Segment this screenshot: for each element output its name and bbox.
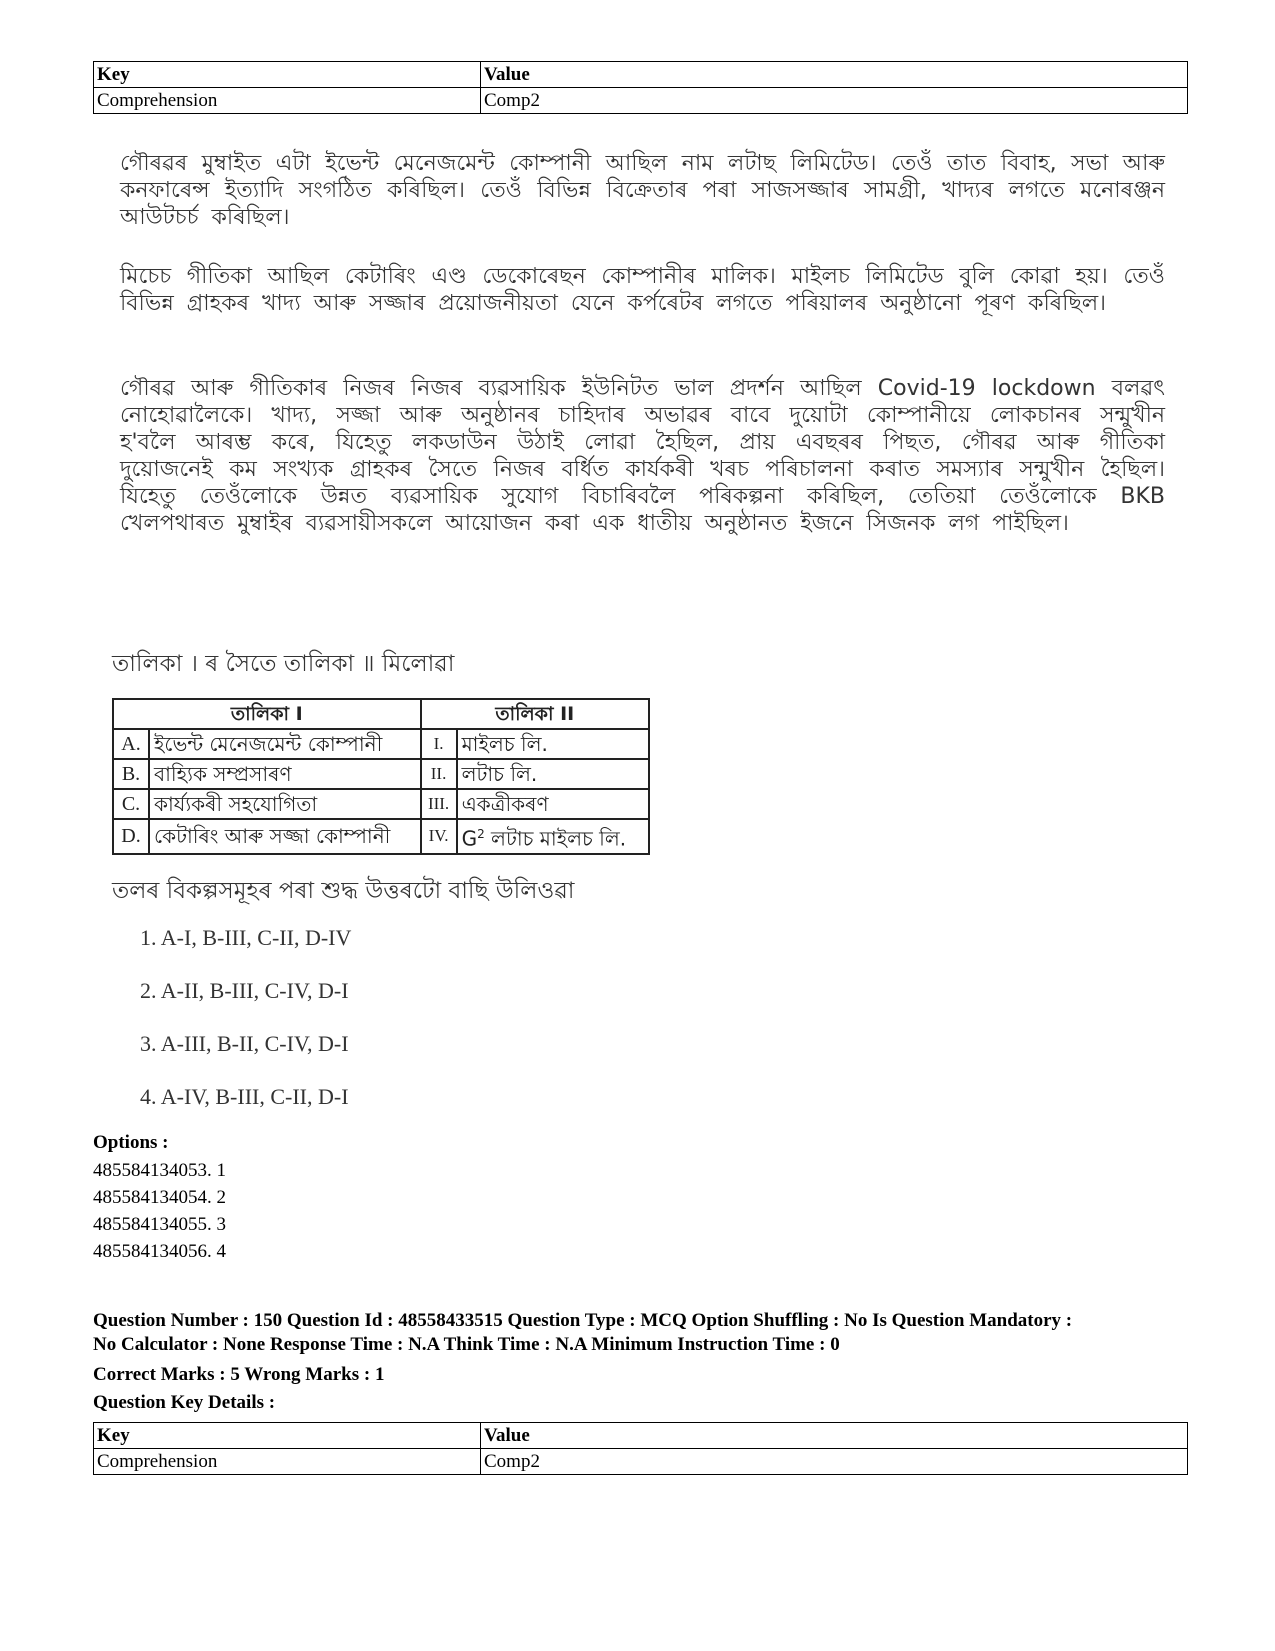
table-row — [94, 1449, 1188, 1475]
row-roman: II. — [421, 759, 457, 789]
row-roman: I. — [421, 729, 457, 759]
table-row — [113, 819, 649, 854]
table-header-row — [94, 62, 1188, 88]
match-superscript: 2 — [477, 827, 485, 841]
table-row — [94, 88, 1188, 114]
list-1-item: বাহ্যিক সম্প্ৰসাৰণ — [149, 759, 421, 789]
value-header: Value — [481, 1423, 1188, 1449]
comprehension-key-table — [93, 61, 1188, 114]
key-cell: Comprehension — [94, 1449, 481, 1475]
key-cell: Comprehension — [94, 88, 481, 114]
row-letter: C. — [113, 789, 149, 819]
option-item: 485584134055. 3 — [93, 1214, 226, 1235]
list-2-header: তালিকা II — [421, 699, 649, 729]
passage-paragraph-1: গৌৰৱৰ মুম্বাইত এটা ইভেন্ট মেনেজমেন্ট কোম্পানী আছিল নাম লটাছ লিমিটেড। তেওঁ তাত বিবাহ, সভা আৰু কনফাৰেন্স ইত্যাদি সংগঠিত কৰিছিল। তেওঁ বিভিন্ন বিক্ৰেতাৰ পৰা সাজসজ্জাৰ সামগ্ৰী, খাদ্যৰ লগতে মনোৰঞ্জন আউটচৰ্চ কৰিছিল। — [120, 151, 1165, 230]
marks-info: Correct Marks : 5 Wrong Marks : 1 — [93, 1364, 385, 1385]
option-item: 485584134053. 1 — [93, 1160, 226, 1181]
value-cell: Comp2 — [481, 1449, 1188, 1475]
key-details-label: Question Key Details : — [93, 1392, 276, 1413]
option-item: 485584134056. 4 — [93, 1241, 226, 1262]
row-roman: III. — [421, 789, 457, 819]
value-cell: Comp2 — [481, 88, 1188, 114]
table-row — [113, 789, 649, 819]
question-key-table — [93, 1422, 1188, 1475]
list-2-item: লটাচ লি. — [457, 759, 649, 789]
list-1-item: কেটাৰিং আৰু সজ্জা কোম্পানী — [149, 819, 421, 854]
table-row — [113, 759, 649, 789]
match-prefix: G — [461, 826, 478, 851]
match-text: লটাচ মাইলচ লি. — [484, 826, 627, 851]
key-header: Key — [94, 1423, 481, 1449]
options-label: Options : — [93, 1132, 169, 1153]
match-instruction: তালিকা । ৰ সৈতে তালিকা ॥ মিলোৱা — [112, 651, 455, 677]
choose-instruction: তলৰ বিকল্পসমূহৰ পৰা শুদ্ধ উত্তৰটো বাছি উলিওৱা — [112, 878, 575, 904]
question-meta-line-2: No Calculator : None Response Time : N.A Think Time : N.A Minimum Instruction Time : 0 — [93, 1334, 840, 1355]
row-letter: A. — [113, 729, 149, 759]
passage-paragraph-2: মিচেচ গীতিকা আছিল কেটাৰিং এণ্ড ডেকোৰেছন কোম্পানীৰ মালিক। মাইলচ লিমিটেড বুলি কোৱা হয়। তেওঁ বিভিন্ন গ্ৰাহকৰ খাদ্য আৰু সজ্জাৰ প্ৰয়োজনীয়তা যেনে কৰ্পৰেটৰ লগতে পৰিয়ালৰ অনুষ্ঠানো পূৰণ কৰিছিল। — [120, 264, 1165, 316]
passage-paragraph-3: গৌৰৱ আৰু গীতিকাৰ নিজৰ নিজৰ ব্যৱসায়িক ইউনিটত ভাল প্ৰদৰ্শন আছিল Covid-19 lockdown বলৱৎ নোহোৱালৈকে। খাদ্য, সজ্জা আৰু অনুষ্ঠানৰ চাহিদাৰ অভাৱৰ বাবে দুয়োটা কোম্পানীয়ে লোকচানৰ সন্মুখীন হ'বলৈ আৰম্ভ কৰে, যিহেতু লকডাউন উঠাই লোৱা হৈছিল, প্ৰায় এবছৰৰ পিছত, গৌৰৱ আৰু গীতিকা দুয়োজনেই কম সংখ্যক গ্ৰাহকৰ সৈতে নিজৰ বৰ্ধিত কাৰ্যকৰী খৰচ পৰিচালনা কৰাত সমস্যাৰ সন্মুখীন হৈছিল। যিহেতু তেওঁলোকে উন্নত ব্যৱসায়িক সুযোগ বিচাৰিবলৈ পৰিকল্পনা কৰিছিল, তেতিয়া তেওঁলোকে BKB খেলপথাৰত মুম্বাইৰ ব্যৱসায়ীসকলে আয়োজন কৰা এক ধাতীয় অনুষ্ঠানত ইজনে সিজনক লগ পাইছিল। — [120, 376, 1165, 536]
question-meta-line-1: Question Number : 150 Question Id : 48558433515 Question Type : MCQ Option Shuffling : No Is Question Mandatory : — [93, 1310, 1073, 1331]
table-row — [113, 729, 649, 759]
list-1-item: ইভেন্ট মেনেজমেন্ট কোম্পানী — [149, 729, 421, 759]
match-table-header — [113, 699, 649, 729]
row-letter: D. — [113, 819, 149, 854]
row-roman: IV. — [421, 819, 457, 854]
list-1-header: তালিকা I — [113, 699, 421, 729]
list-2-item — [457, 819, 649, 854]
list-1-item: কাৰ্য্যকৰী সহযোগিতা — [149, 789, 421, 819]
answer-choice-1: 1. A-I, B-III, C-II, D-IV — [140, 925, 352, 950]
answer-choice-3: 3. A-III, B-II, C-IV, D-I — [140, 1031, 349, 1056]
list-2-item: মাইলচ লি. — [457, 729, 649, 759]
answer-choice-2: 2. A-II, B-III, C-IV, D-I — [140, 978, 349, 1003]
key-header: Key — [94, 62, 481, 88]
match-table — [112, 698, 650, 855]
table-header-row — [94, 1423, 1188, 1449]
list-2-item: একত্ৰীকৰণ — [457, 789, 649, 819]
answer-choice-4: 4. A-IV, B-III, C-II, D-I — [140, 1084, 349, 1109]
row-letter: B. — [113, 759, 149, 789]
value-header: Value — [481, 62, 1188, 88]
option-item: 485584134054. 2 — [93, 1187, 226, 1208]
